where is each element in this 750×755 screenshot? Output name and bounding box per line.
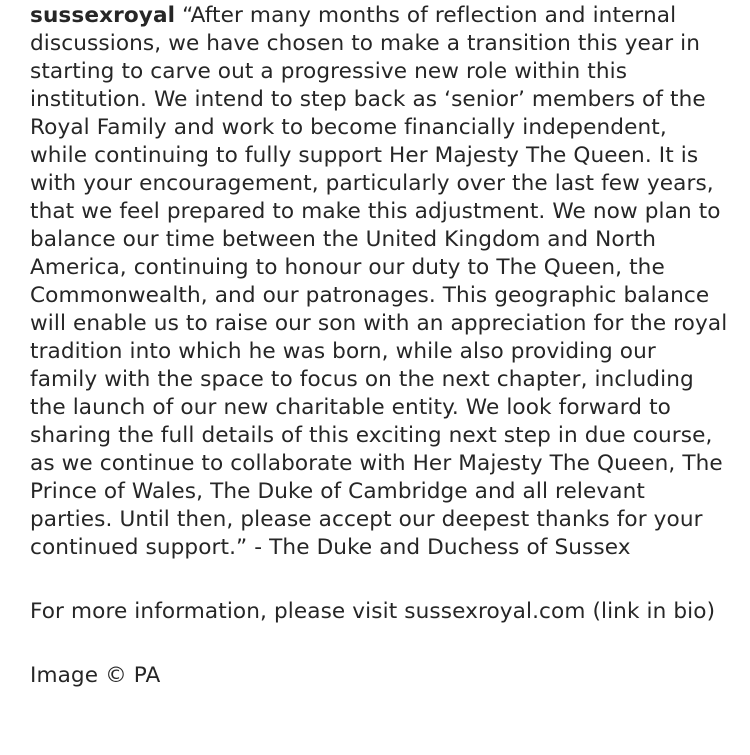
info-paragraph	[30, 598, 730, 626]
caption-statement	[30, 2, 730, 562]
username-link[interactable]: sussexroyal	[30, 3, 176, 28]
post-caption	[30, 2, 730, 690]
image-credit: Image © PA	[30, 663, 161, 688]
statement-text: “After many months of reflection and internal discussions, we have chosen to make a transition this year in starting to carve out a progressive new role within this institution. We intend to step back as ‘senior’ members of the Royal Family and work to become financially independent, while continuing to fully support Her Majesty The Queen. It is with your encouragement, particularly over the last few years, that we feel prepared to make this adjustment. We now plan to balance our time between the United Kingdom and North America, continuing to honour our duty to The Queen, the Commonwealth, and our patronages. This geographic balance will enable us to raise our son with an appreciation for the royal tradition into which he was born, while also providing our family with the space to focus on the next chapter, including the launch of our new charitable entity. We look forward to sharing the full details of this exciting next step in due course, as we continue to collaborate with Her Majesty The Queen, The Prince of Wales, The Duke of Cambridge and all relevant parties. Until then, please accept our deepest thanks for your continued support.” - The Duke and Duchess of Sussex	[30, 3, 728, 560]
info-suffix: (link in bio)	[585, 599, 716, 624]
info-prefix: For more information, please visit	[30, 599, 405, 624]
website-link[interactable]: sussexroyal.com	[404, 599, 586, 624]
